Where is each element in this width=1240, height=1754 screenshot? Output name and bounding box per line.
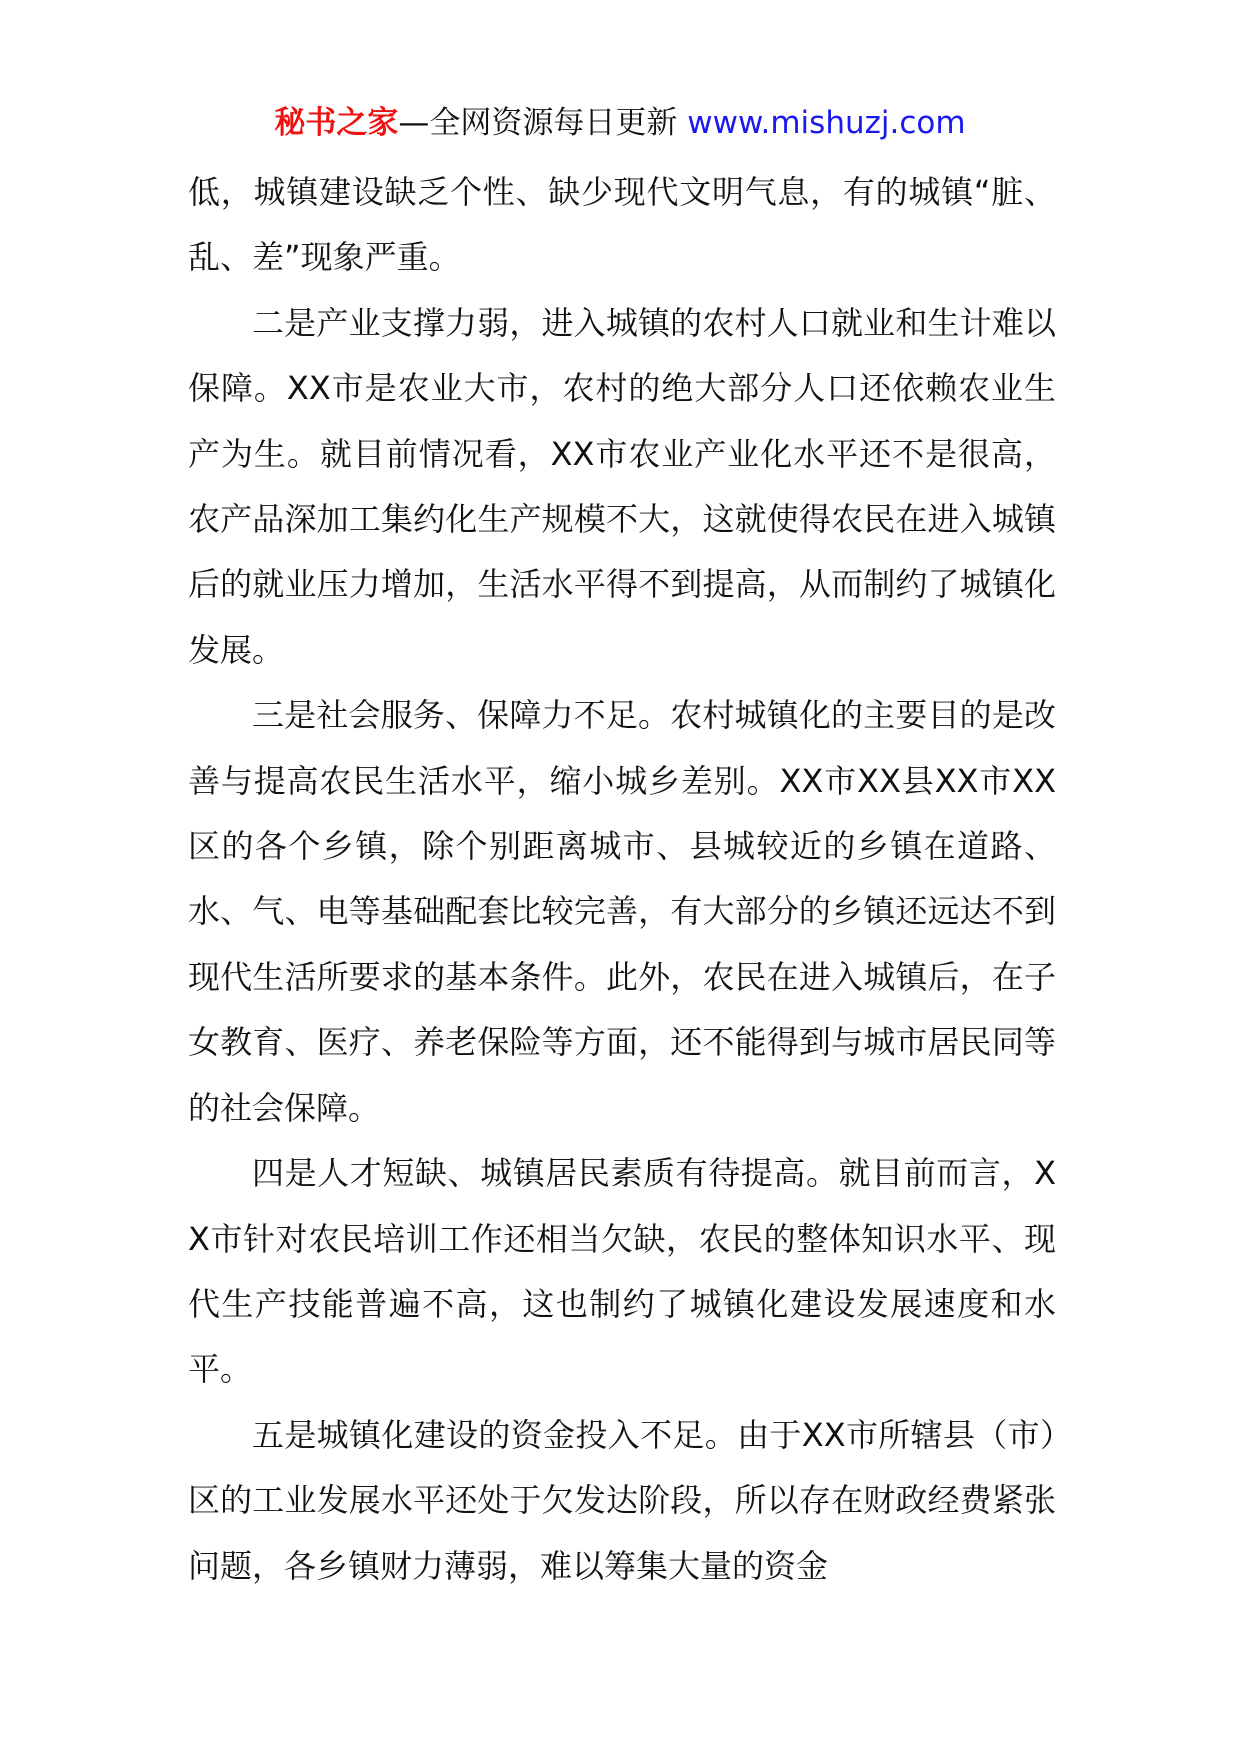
header-tagline: —全网资源每日更新 <box>398 105 688 141</box>
paragraph-point-five: 五是城镇化建设的资金投入不足。由于XX市所辖县（市）区的工业发展水平还处于欠发达阶段，所以存在财政经费紧张问题，各乡镇财力薄弱，难以筹集大量的资金 <box>188 1415 1056 1585</box>
document-body <box>188 160 1056 1599</box>
paragraph-point-three: 三是社会服务、保障力不足。农村城镇化的主要目的是改善与提高农民生活水平，缩小城乡差别。XX市XX县XX市XX区的各个乡镇，除个别距离城市、县城较近的乡镇在道路、水、气、电等基础配套比较完善，有大部分的乡镇还远达不到现代生活所要求的基本条件。此外，农民在进入城镇后，在子女教育、医疗、养老保险等方面，还不能得到与城市居民同等的社会保障。 <box>188 696 1056 1127</box>
header-brand: 秘书之家 <box>274 105 399 141</box>
paragraph-point-four: 四是人才短缺、城镇居民素质有待提高。就目前而言，XX市针对农民培训工作还相当欠缺，农民的整体知识水平、现代生产技能普遍不高，这也制约了城镇化建设发展速度和水平。 <box>188 1154 1056 1389</box>
paragraph-continuation: 低，城镇建设缺乏个性、缺少现代文明气息，有的城镇“脏、乱、差”现象严重。 <box>188 173 1056 277</box>
page-header <box>0 100 1240 146</box>
paragraph-point-two: 二是产业支撑力弱，进入城镇的农村人口就业和生计难以保障。XX市是农业大市，农村的绝大部分人口还依赖农业生产为生。就目前情况看，XX市农业产业化水平还不是很高，农产品深加工集约化生产规模不大，这就使得农民在进入城镇后的就业压力增加，生活水平得不到提高，从而制约了城镇化发展。 <box>188 303 1056 669</box>
header-site-link[interactable]: www.mishuzj.com <box>687 105 966 141</box>
